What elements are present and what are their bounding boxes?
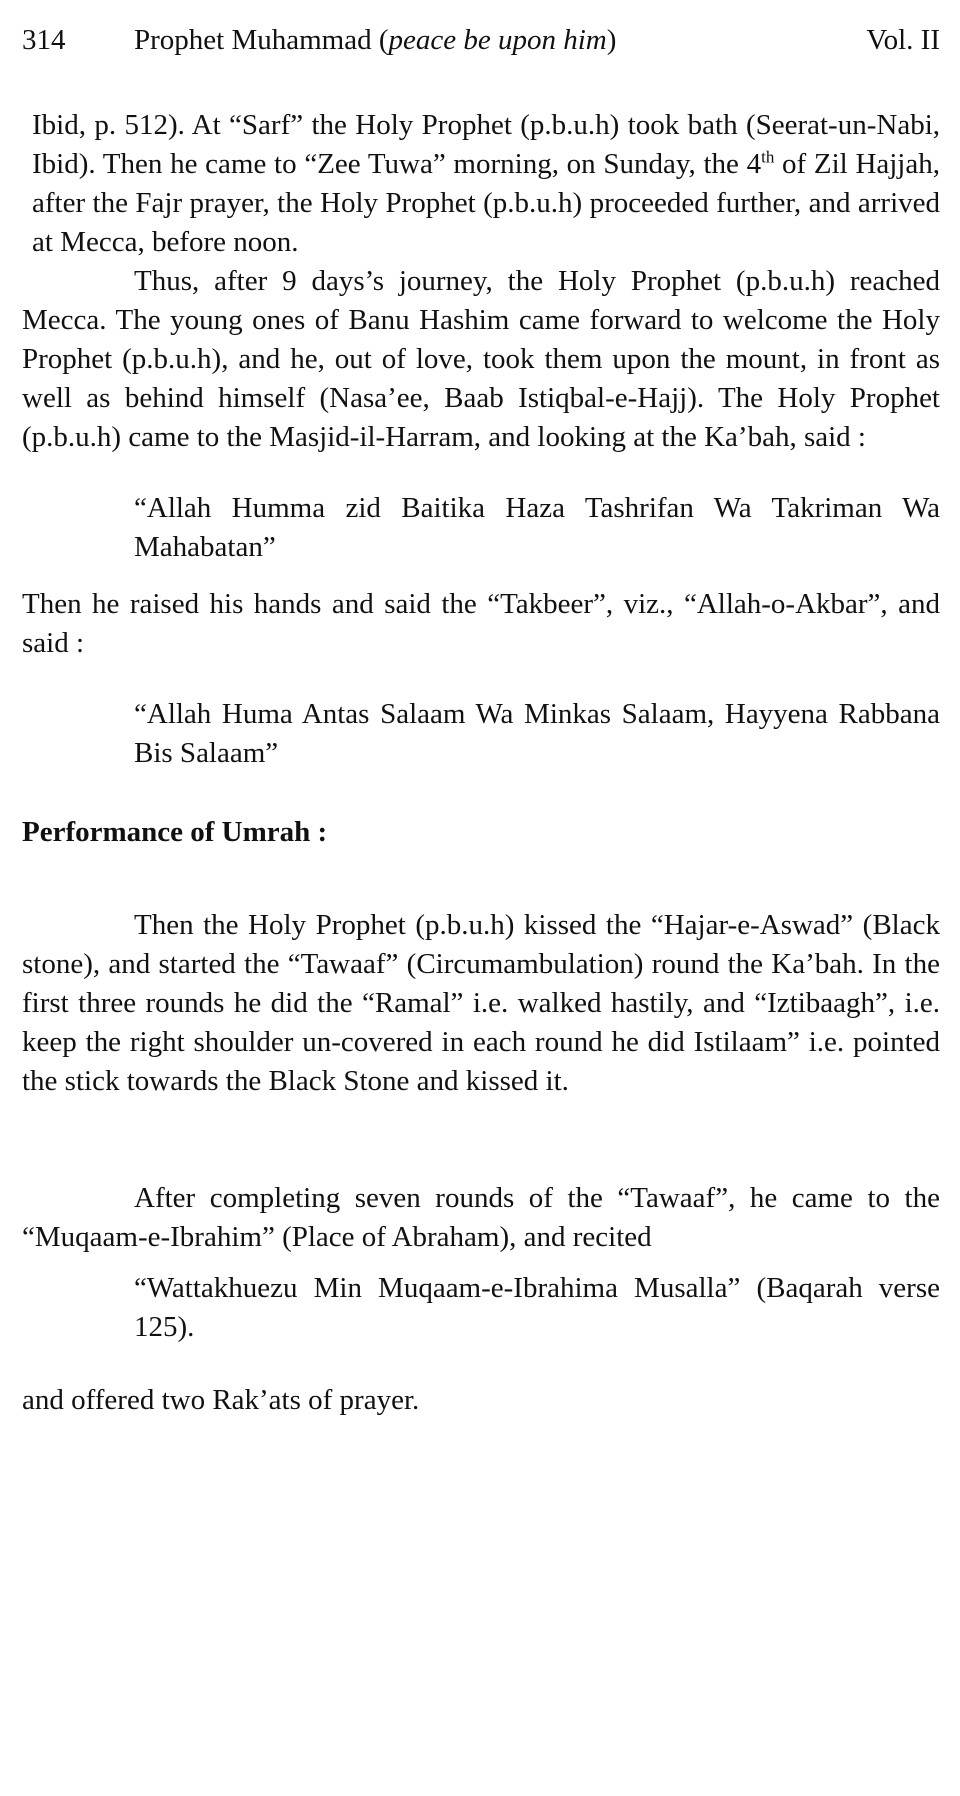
paragraph-1-part-b: of Zil Hajjah, after the Fajr prayer, the Holy Prophet (p.b.u.h) proceeded further, and arrived at Mecca, before noon.: [32, 148, 940, 258]
section-heading: Performance of Umrah :: [22, 816, 328, 848]
running-header: [22, 14, 940, 66]
paragraph-5: After completing seven rounds of the “Tawaaf”, he came to the “Muqaam-e-Ibrahim” (Place of Abraham), and recited: [22, 1182, 940, 1253]
quotation-3: “Wattakhuezu Min Muqaam-e-Ibrahima Musalla” (Baqarah verse 125).: [134, 1272, 940, 1343]
book-title: [134, 14, 616, 66]
book-title-main: Prophet Muhammad (: [134, 24, 389, 56]
quotation-1: “Allah Humma zid Baitika Haza Tashrifan Wa Takriman Wa Mahabatan”: [134, 492, 940, 563]
volume-label: Vol. II: [866, 24, 940, 56]
book-title-close: ): [606, 24, 617, 56]
paragraph-2: Thus, after 9 days’s journey, the Holy Prophet (p.b.u.h) reached Mecca. The young ones of Banu Hashim came forward to welcome the Holy Prophet (p.b.u.h), and he, out of love, took them upon the mount, in front as well as behind himself (Nasa’ee, Baab Istiqbal-e-Hajj). The Holy Prophet (p.b.u.h) came to the Masjid-il-Harram, and looking at the Ka’bah, said :: [22, 265, 940, 453]
page-number: 314: [22, 24, 66, 56]
paragraph-1-part-a: Ibid, p. 512). At “Sarf” the Holy Prophet (p.b.u.h) took bath (Seerat-un-Nabi, Ibid). Then he came to “Zee Tuwa” morning, on Sunday, the 4: [32, 109, 940, 180]
paragraph-6: and offered two Rak’ats of prayer.: [22, 1384, 420, 1416]
quotation-2: “Allah Huma Antas Salaam Wa Minkas Salaam, Hayyena Rabbana Bis Salaam”: [134, 698, 940, 769]
book-title-italic: peace be upon him: [388, 24, 607, 56]
paragraph-3: Then he raised his hands and said the “Takbeer”, viz., “Allah-o-Akbar”, and said :: [22, 588, 940, 659]
paragraph-1: [22, 106, 940, 262]
paragraph-4: Then the Holy Prophet (p.b.u.h) kissed the “Hajar-e-Aswad” (Black stone), and started the “Tawaaf” (Circumambulation) round the Ka’bah. In the first three rounds he did the “Ramal” i.e. walked hastily, and “Iztibaagh”, i.e. keep the right shoulder un-covered in each round he did Istilaam” i.e. pointed the stick towards the Black Stone and kissed it.: [22, 909, 940, 1097]
document-page: [22, 14, 940, 1784]
ordinal-suffix: th: [761, 147, 775, 167]
